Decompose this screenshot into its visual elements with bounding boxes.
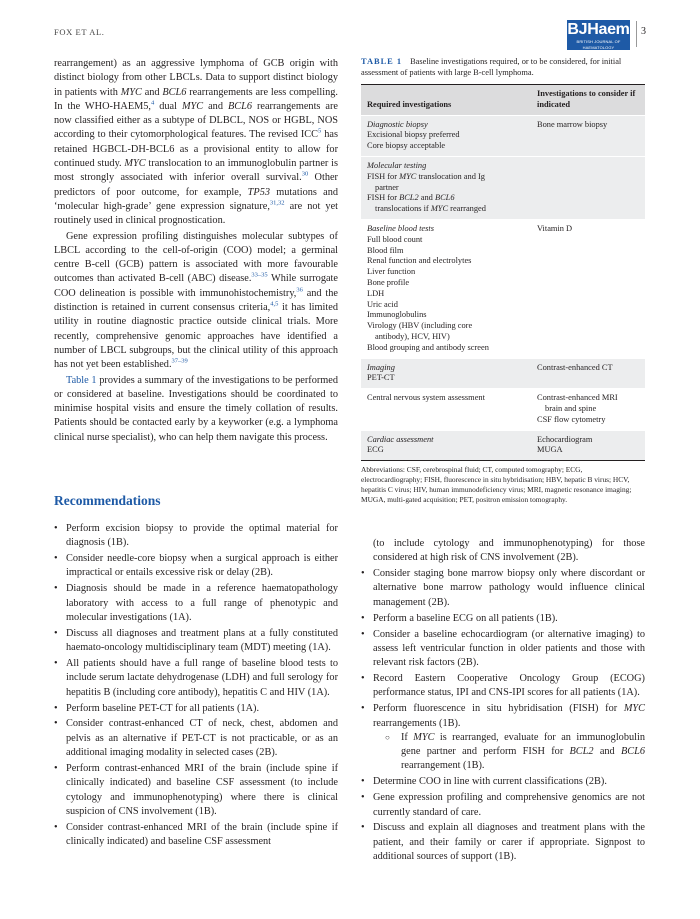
list-item: • Consider contrast-enhanced CT of neck, chest, abdomen and pelvis as an alternative if PET-CT is not practicable, or as an additional imaging modality in selected cases (2B). <box>54 718 338 759</box>
table-caption: TABLE 1 Baseline investigations required, or to be considered, for initial assessment of patients with large B-cell lymphoma. <box>361 57 622 77</box>
table-1 <box>361 84 645 461</box>
list-item: • Consider needle-core biopsy when a surgical approach is either impractical or entails excessive risk or delay (2B). <box>54 553 338 579</box>
paragraph-2: Gene expression profiling distinguishes molecular subtypes of LBCL according to the cell-of-origin (COO) model; a germinal centre B-cell (GCB) pattern is associated with more favourable outcomes than activated B-cell (ABC) disease.$^{33-35}$ While surrogate COO delineation is possible with immunohistochemistry,$^{36}$ and the distinction is retained in current consensus criteria,$^{4,5}$ it has limited utility in routine diagnostic practice outside clinical trials. More recently, comprehensive genomic approaches have identified a number of LBCL subgroups, but the clinical utility of this approach has not yet been established.$^{37-39}$ <box>54 230 338 371</box>
list-item: • Perform fluorescence in situ hybridisation (FISH) for MYC rearrangements (1B). ○ If MYC is rearranged, evaluate for an immunoglobulin gene partner and perform FISH for BCL2 and BCL6 rearrangement (1B). <box>361 702 645 773</box>
list-item: • Consider staging bone marrow biopsy only where discordant or alternative bone marrow pathology would influence clinical management (2B). <box>361 568 645 608</box>
list-item-continuation: (to include cytology and immunophenotyping) for those considered at high risk of CNS involvement (2B). <box>373 538 645 564</box>
list-item: • Consider contrast-enhanced MRI of the brain (include spine if clinically indicated) and baseline CSF assessment <box>54 821 338 847</box>
header-divider <box>636 21 637 47</box>
table-row: Imaging PET-CT Contrast-enhanced CT <box>361 358 645 389</box>
table-row: Diagnostic biopsy Excisional biopsy preferred Core biopsy acceptable Bone marrow biopsy <box>361 115 645 156</box>
table-footnote: Abbreviations: CSF, cerebrospinal fluid; CT, computed tomography; ECG, electrocardiography; FISH, fluorescence in situ hybridisation; HBV, hepatic B virus; HCV, hepatitis C virus; HIV, human immunodeficiency virus; MRI, magnetic resonance imaging; MUGA, multi-gated acquisition; PET, positron emission tomography. <box>361 465 632 504</box>
list-item: • Diagnosis should be made in a reference haematopathology laboratory with access to a full range of phenotypic and molecular investigations (1A). <box>54 583 338 623</box>
list-item: • Record Eastern Cooperative Oncology Group (ECOG) performance status, IPI and CNS-IPI scores for all patients (1A). <box>361 673 645 699</box>
list-item: • Perform a baseline ECG on all patients (1B). <box>361 612 558 624</box>
list-item: • Perform contrast-enhanced MRI of the brain (include spine if clinically indicated) and baseline CSF assessment (to include cytology and immunophenotyping) where there is clinical suspicion of CNS involvement (1B). <box>54 762 338 817</box>
table-row: Central nervous system assessment Contrast-enhanced MRI brain and spine CSF flow cytometry <box>361 388 645 429</box>
table-row: Baseline blood tests Full blood count Blood film Renal function and electrolytes Liver function Bone profile LDH Uric acid Immunoglobulins Virology (HBV (including core antibody), HCV, HIV) Blood grouping and antibody screen Vitamin D <box>361 219 645 358</box>
list-item: • Consider a baseline echocardiogram (or alternative imaging) to assess left ventricular function in older patients and those with relevant risk factors (2B). <box>361 628 645 669</box>
recommendations-right <box>361 537 645 866</box>
citation[interactable]: 37–39 <box>171 357 188 365</box>
table-1-link[interactable]: Table 1 <box>66 374 97 386</box>
citation[interactable]: 31,32 <box>269 199 285 207</box>
table-cell-fish-myc: FISH for MYC translocation and Ig <box>367 171 485 181</box>
journal-logo <box>567 20 630 50</box>
list-item: • Perform baseline PET-CT for all patients (1A). <box>54 702 260 714</box>
recommendations-left <box>54 522 338 851</box>
column-header-required: Required investigations <box>367 99 452 109</box>
paragraph-1: rearrangement) as an aggressive lymphoma of GCB origin with distinct biology from other LBCLs. Data to support distinct biology in patients with MYC and BCL6 rearrangements are less compelling. In the WHO-HAEM5,$^4$ dual MYC and BCL6 rearrangements are now classified either as a subtype of DLBCL, NOS or HGBL, NOS according to their cytomorphological features. The revised ICC$^5$ has retained HGBCL-DH-BCL6 as a provisional entity to allow for continued study. MYC translocation to an immunoglobulin partner is most strongly associated with inferior overall survival.$^{30}$ Other predictors of poor outcome, for example, TP53 mutations and ‘molecular high-grade’ gene expression signature,$^{31,32}$ are not yet routinely used in clinical prognostication. <box>54 58 338 227</box>
section-heading-recommendations: Recommendations <box>54 493 161 508</box>
page-number: 3 <box>641 26 646 37</box>
running-head: FOX ET AL. <box>54 27 105 37</box>
citation[interactable]: 30 <box>301 170 309 178</box>
citation[interactable]: 4 <box>151 99 155 107</box>
list-item: • Determine COO in line with current classifications (2B). <box>361 776 607 788</box>
left-column-text <box>54 57 338 445</box>
citation[interactable]: 33–35 <box>251 272 268 280</box>
table-label: TABLE 1 <box>361 57 403 66</box>
column-header-consider: Investigations to consider if indicated <box>537 89 636 109</box>
paragraph-3: Table 1 provides a summary of the investigations to be performed or considered at baseline. Investigations should be coordinated to minimise hospital visits and ensure the timely collation of results. Patients should be contacted early by a keyworker (e.g. a lymphoma clinical nurse specialist), who can help them navigate this process. <box>54 374 338 443</box>
logo-text: BJHaem <box>567 21 630 38</box>
table-row: Cardiac assessment ECG Echocardiogram MUGA <box>361 430 645 461</box>
list-item: • Gene expression profiling and comprehensive genomics are not currently standard of care. <box>361 792 645 818</box>
list-item: • All patients should have a full range of baseline blood tests to include serum lactate dehydrogenase (LDH) and full serology for hepatitis B (including core antibody), hepatitis C and HIV (1A). <box>54 658 338 698</box>
list-item: • Discuss all diagnoses and treatment plans at a fully constituted haemato-oncology multidisciplinary team (MDT) meeting (1A). <box>54 627 338 654</box>
citation[interactable]: 4,5 <box>270 300 279 308</box>
sub-list-item: ○ If MYC is rearranged, evaluate for an immunoglobulin gene partner and perform FISH for BCL2 and BCL6 rearrangement (1B). <box>385 731 645 772</box>
list-item: • Perform excision biopsy to provide the optimal material for diagnosis (1B). <box>54 523 338 549</box>
list-item: • Discuss and explain all diagnoses and treatment plans with the patient, and their family or carer if appropriate. Signpost to additional sources of support (1B). <box>361 822 645 862</box>
table-header-row <box>361 85 645 115</box>
table-row: Molecular testing FISH for MYC translocation and Ig partner FISH for BCL2 and BCL6 translocations if MYC rearranged <box>361 156 645 219</box>
citation[interactable]: 36 <box>296 286 303 294</box>
citation[interactable]: 5 <box>318 128 322 136</box>
table-cell-fish-bcl: FISH for BCL2 and BCL6 <box>367 193 455 203</box>
logo-subtitle: BRITISH JOURNAL OF HAEMATOLOGY <box>576 39 621 50</box>
